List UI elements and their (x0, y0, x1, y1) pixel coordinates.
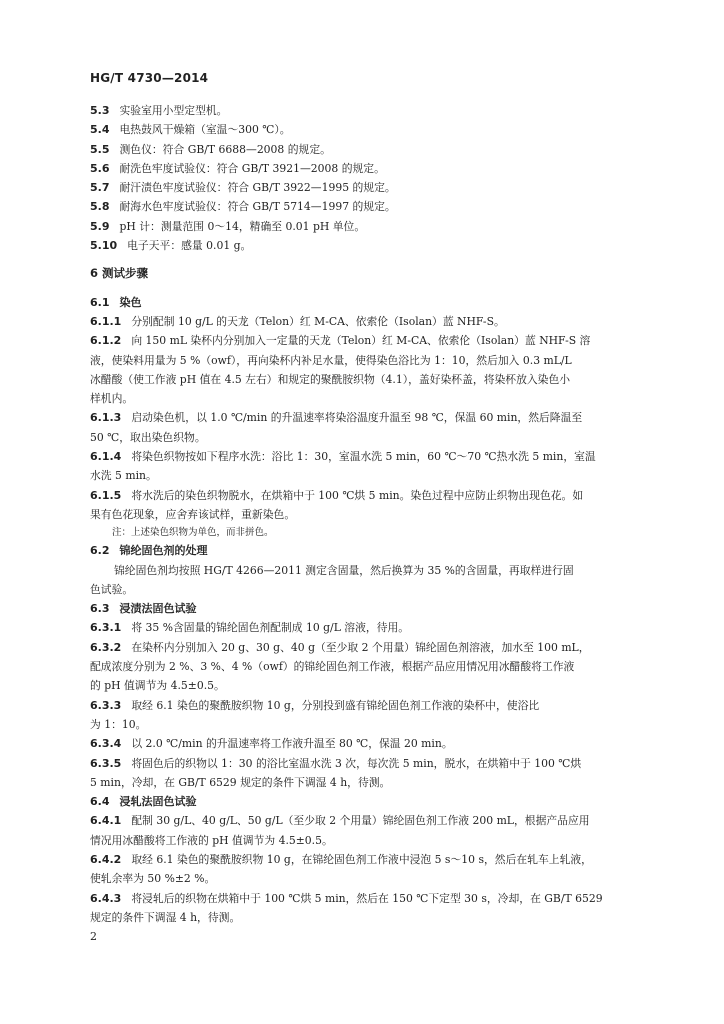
item-5-4: 5.4 电热鼓风干燥箱（室温～300 ℃）。 (90, 123, 291, 137)
para-6-3-4: 6.3.4 以 2.0 ℃/min 的升温速率将工作液升温至 80 ℃，保温 20 min。 (90, 737, 453, 751)
para-6-4-3: 6.4.3 将浸轧后的织物在烘箱中于 100 ℃烘 5 min，然后在 150 ℃下定型 30 s，冷却，在 GB/T 6529 规定的条件下调湿 4 h，待测。 (90, 891, 603, 924)
item-5-9: 5.9 pH 计：测量范围 0～14，精确至 0.01 pH 单位。 (90, 219, 366, 233)
para-6-4-2: 6.4.2 取经 6.1 染色的聚酰胺织物 10 g，在锦纶固色剂工作液中浸泡 5 s～10 s，然后在轧车上轧液， 使轧余率为 50 %±2 %。 (90, 852, 592, 886)
para-6-3-5: 6.3.5 将固色后的织物以 1：30 的浴比室温水洗 3 次，每次洗 5 min，脱水，在烘箱中于 100 ℃烘 5 min，冷却，在 GB/T 6529 规定的条件下调湿 4 h，待测。 (90, 756, 582, 789)
item-5-6: 5.6 耐洗色牢度试验仪：符合 GB/T 3921—2008 的规定。 (90, 161, 385, 175)
para-6-3-3: 6.3.3 取经 6.1 染色的聚酰胺织物 10 g，分别投到盛有锦纶固色剂工作液的染杯中，使浴比 为 1：10。 (90, 698, 540, 731)
heading-6-4: 6.4 浸轧法固色试验 (90, 795, 197, 809)
para-6-1-2: 6.1.2 向 150 mL 染杯内分别加入一定量的天龙（Telon）红 M-CA、依索伦（Isolan）蓝 NHF-S 溶 液，使染料用量为 5 %（owf），再向染杯内补足水量，使得染色浴比为 1：10，然后加入 0.3 mL/L 冰醋酸（使工作液 pH 值在 4.5 左右）和规定的聚酰胺织物（4.1），盖好染杯盖，将染杯放入染色小 样机内。 (90, 334, 591, 406)
heading-6-3: 6.3 浸渍法固色试验 (90, 602, 197, 616)
note: 注：上述染色织物为单色，而非拼色。 (112, 527, 274, 539)
heading-6-1: 6.1 染色 (90, 295, 142, 309)
para-6-1-3: 6.1.3 启动染色机，以 1.0 ℃/min 的升温速率将染浴温度升温至 98 ℃，保温 60 min，然后降温至 50 ℃，取出染色织物。 (90, 411, 583, 444)
para-6-1-4: 6.1.4 将染色织物按如下程序水洗：浴比 1：30，室温水洗 5 min，60 ℃～70 ℃热水洗 5 min，室温 水洗 5 min。 (90, 450, 596, 483)
para-6-3-1: 6.3.1 将 35 %含固量的锦纶固色剂配制成 10 g/L 溶液，待用。 (90, 621, 410, 635)
para-6-2: 锦纶固色剂均按照 HG/T 4266—2011 测定含固量，然后换算为 35 %的含固量，再取样进行固 色试验。 (90, 563, 574, 596)
document-body (90, 101, 630, 927)
page-number: 2 (90, 930, 97, 943)
item-5-3: 5.3 实验室用小型定型机。 (90, 104, 228, 117)
item-5-5: 5.5 测色仪：符合 GB/T 6688—2008 的规定。 (90, 142, 331, 156)
item-5-7: 5.7 耐汗渍色牢度试验仪：符合 GB/T 3922—1995 的规定。 (90, 181, 396, 195)
item-5-8: 5.8 耐海水色牢度试验仪：符合 GB/T 5714—1997 的规定。 (90, 200, 396, 214)
para-6-3-2: 6.3.2 在染杯内分别加入 20 g、30 g、40 g（至少取 2 个用量）锦纶固色剂溶液，加水至 100 mL， 配成浓度分别为 2 %、3 %、4 %（owf）的锦纶固色剂工作液，根据产品应用情况用冰醋酸将工作液 的 pH 值调节为 4.5±0.5。 (90, 640, 590, 693)
para-6-4-1: 6.4.1 配制 30 g/L、40 g/L、50 g/L（至少取 2 个用量）锦纶固色剂工作液 200 mL，根据产品应用 情况用冰醋酸将工作液的 pH 值调节为 4.5±0.5。 (90, 814, 590, 847)
item-5-10: 5.10 电子天平：感量 0.01 g。 (90, 239, 252, 253)
section-6-title: 6 测试步骤 (90, 266, 149, 281)
standard-number: HG/T 4730—2014 (90, 71, 209, 85)
heading-6-2: 6.2 锦纶固色剂的处理 (90, 544, 208, 558)
para-6-1-1: 6.1.1 分别配制 10 g/L 的天龙（Telon）红 M-CA、依索伦（Isolan）蓝 NHF-S。 (90, 314, 505, 328)
para-6-1-5: 6.1.5 将水洗后的染色织物脱水，在烘箱中于 100 ℃烘 5 min。染色过程中应防止织物出现色花。如 果有色花现象，应舍弃该试样，重新染色。 注：上述染色织物为单色，而非拼色。 (90, 486, 630, 542)
